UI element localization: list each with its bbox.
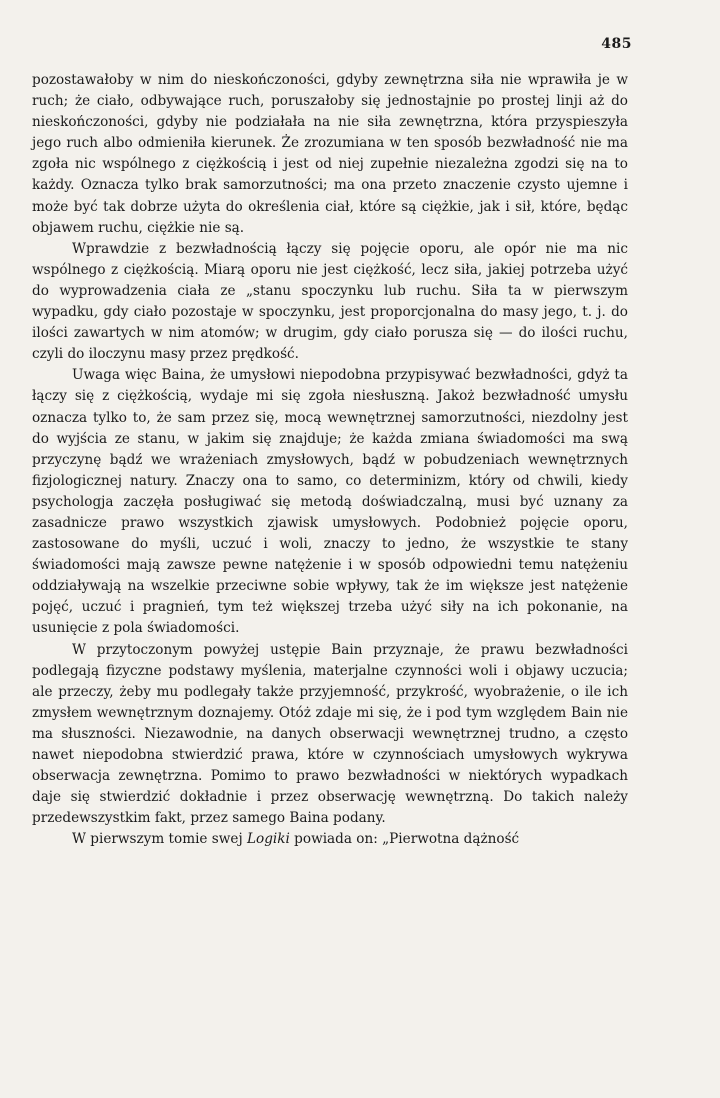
page-number: 485	[601, 36, 632, 52]
paragraph: Uwaga więc Baina, że umysłowi niepodobna przypisywać bezwładności, gdyż ta łączy się z ciężkością, wydaje mi się zgoła niesłuszną. Jakoż bezwładność umysłu oznacza tylko to, że sam przez się, mocą wewnętrznej samorzutności, niezdolny jest do wyjścia ze stanu, w jakim się znajduje; że każda zmiana świadomości ma swą przyczynę bądź we wrażeniach zmysłowych, bądź w pobudzeniach wewnętrznych fizjologicznej natury. Znaczy ona to samo, co determinizm, który od chwili, kiedy psychologja zaczęła posługiwać się metodą doświadczalną, musi być uznany za zasadnicze prawo wszystkich zjawisk umysłowych. Podobnież pojęcie oporu, zastosowane do myśli, uczuć i woli, znaczy to jedno, że wszystkie te stany świadomości mają zawsze pewne natężenie i w sposób odpowiedni temu natężeniu oddziaływają na wszelkie przeciwne sobie wpływy, tak że im większe jest natężenie pojęć, uczuć i pragnień, tym też większej trzeba użyć siły na ich pokonanie, na usunięcie z pola świadomości.	[32, 367, 628, 637]
paragraph-text-after: powiada on: „Pierwotna dążność	[289, 831, 520, 848]
paragraph	[32, 829, 628, 850]
book-title-italic: Logiki	[247, 831, 290, 848]
paragraph: W przytoczonym powyżej ustępie Bain przyznaje, że prawu bezwładności podlegają fizyczne podstawy myślenia, materjalne czynności woli i objawy uczucia; ale przeczy, żeby mu podlegały także przyjemność, przykrość, wyobrażenie, o ile ich zmysłem wewnętrznym doznajemy. Otóż zdaje mi się, że i pod tym względem Bain nie ma słuszności. Niezawodnie, na danych obserwacji wewnętrznej trudno, a często nawet niepodobna stwierdzić prawa, które w czynnościach umysłowych wykrywa obserwacja zewnętrzna. Pomimo to prawo bezwładności w niektórych wypadkach daje się stwierdzić dokładnie i przez obserwację wewnętrzną. Do takich należy przedewszystkim fakt, przez samego Baina podany.	[32, 641, 628, 827]
text-body	[32, 70, 628, 850]
paragraph: pozostawałoby w nim do nieskończoności, gdyby zewnętrzna siła nie wprawiła je w ruch; że ciało, odbywające ruch, poruszałoby się jednostajnie po prostej linji aż do nieskończoności, gdyby nie podziałała na nie siła zewnętrzna, która przyspieszyła jego ruch albo odmieniła kierunek. Że zrozumiana w ten sposób bezwładność nie ma zgoła nic wspólnego z ciężkością i jest od niej zupełnie niezależna zgodzi się na to każdy. Oznacza tylko brak samorzutności; ma ona przeto znaczenie czysto ujemne i może być tak dobrze użyta do określenia ciał, które są ciężkie, jak i sił, które, będąc objawem ruchu, ciężkie nie są.	[32, 72, 628, 236]
paragraph-text-before: W pierwszym tomie swej	[72, 831, 247, 848]
paragraph: Wprawdzie z bezwładnością łączy się pojęcie oporu, ale opór nie ma nic wspólnego z ciężkością. Miarą oporu nie jest ciężkość, lecz siła, jakiej potrzeba użyć do wyprowadzenia ciała ze „stanu spoczynku lub ruchu. Siła ta w pierwszym wypadku, gdy ciało pozostaje w spoczynku, jest proporcjonalna do masy jego, t. j. do ilości zawartych w nim atomów; w drugim, gdy ciało porusza się — do ilości ruchu, czyli do iloczynu masy przez prędkość.	[32, 240, 628, 363]
